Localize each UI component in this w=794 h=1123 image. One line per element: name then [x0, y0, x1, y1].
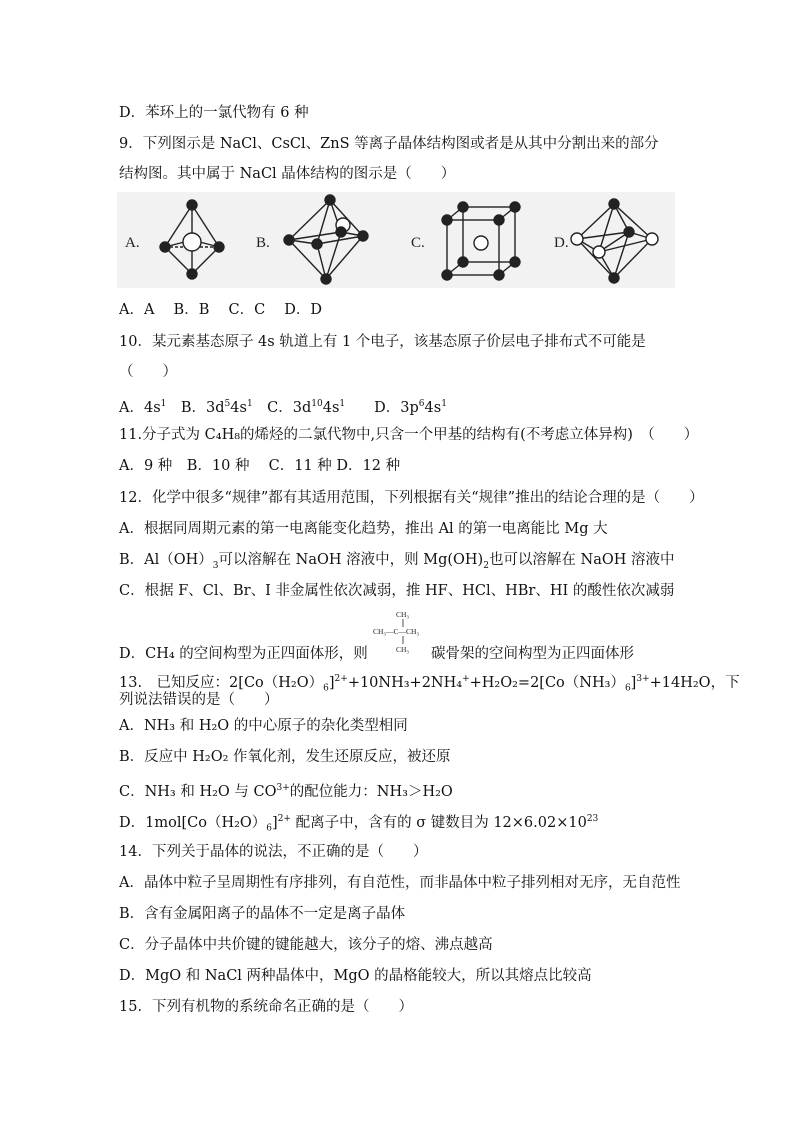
figure-label-b: B. [256, 235, 270, 251]
q12-option-c: C．根据 F、Cl、Br、I 非金属性依次减弱，推 HF、HCl、HBr、HI 的酸性依次减弱 [119, 583, 675, 599]
q13-stem-2: 列说法错误的是（ ） [119, 692, 279, 708]
q12-stem: 12．化学中很多“规律”都有其适用范围，下列根据有关“规律”推出的结论合理的是（ ） [119, 490, 704, 506]
structure-d [571, 199, 658, 283]
q13-option-c: C．NH₃ 和 H₂O 与 $CO^{3+}$的配位能力：NH₃＞H₂O [119, 783, 453, 800]
q9-options: A．A B．B C．C D．D [119, 302, 323, 318]
svg-text:CH₃: CH₃ [396, 610, 410, 619]
q14-option-c: C．分子晶体中共价键的键能越大，该分子的熔、沸点越高 [119, 937, 493, 953]
q14-option-b: B．含有金属阳离子的晶体不一定是离子晶体 [119, 906, 406, 922]
q8-option-d: D．苯环上的一氯代物有 6 种 [119, 105, 309, 121]
q9-stem-1: 9．下列图示是 NaCl、CsCl、ZnS 等离子晶体结构图或者是从其中分割出来的部分 [119, 136, 659, 152]
q14-option-a: A．晶体中粒子呈周期性有序排列，有自范性，而非晶体中粒子排列相对无序，无自范性 [119, 875, 681, 891]
q15-stem: 15．下列有机物的系统命名正确的是（ ） [119, 999, 413, 1015]
crystal-structure-figure [117, 192, 675, 288]
neopentane-structure [372, 609, 432, 661]
q14-stem: 14．下列关于晶体的说法，不正确的是（ ） [119, 844, 428, 860]
figure-label-c: C. [411, 235, 425, 251]
q13-option-d: D．$1mol[Co(H_2O)_6]^{2+}$ 配离子中，含有的 σ 键数目为 $12\times 6.02\times 10^{23}$ [119, 814, 599, 834]
q12-option-b: B．$Al(OH)_3$可以溶解在 NaOH 溶液中，则 $Mg(OH)_2$也可以溶解在 NaOH 溶液中 [119, 552, 675, 571]
q13-option-a: A．NH₃ 和 H₂O 的中心原子的杂化类型相同 [119, 718, 408, 734]
q11-stem: 11.分子式为 C₄H₈的烯烃的二氯代物中,只含一个甲基的结构有(不考虑立体异构) （ ） [119, 427, 699, 443]
q13-stem-1: 13. 已知反应：$2[Co(H_2O)_6]^{2+}+10NH_3+2NH_4^++H_2O_2=2[Co(NH_3)_6]^{3+}+14H_2O$，下 [119, 674, 740, 694]
structure-b [284, 195, 368, 284]
svg-text:CH₃: CH₃ [396, 645, 410, 654]
q11-options: A．9 种 B．10 种 C．11 种 D．12 种 [119, 458, 401, 474]
figure-label-d: D. [554, 235, 569, 251]
q10-options: A．$4s^1$ B．$3d^54s^1$ C．$3d^{10}4s^1$ D．$3p^64s^1$ [119, 399, 447, 416]
q10-stem-2: （ ） [119, 364, 177, 380]
q12-option-a: A．根据同周期元素的第一电离能变化趋势，推出 Al 的第一电离能比 Mg 大 [119, 521, 608, 537]
structure-c [442, 202, 520, 280]
svg-text:CH₃—C—CH₃: CH₃—C—CH₃ [373, 627, 420, 636]
q12-option-d-left: D．CH₄ 的空间构型为正四面体形，则 [119, 646, 368, 662]
figure-label-a: A. [125, 235, 140, 251]
q9-stem-2: 结构图。其中属于 NaCl 晶体结构的图示是（ ） [119, 166, 456, 182]
q10-stem-1: 10．某元素基态原子 4s 轨道上有 1 个电子，该基态原子价层电子排布式不可能是 [119, 334, 646, 350]
q13-option-b: B．反应中 H₂O₂ 作氧化剂，发生还原反应，被还原 [119, 749, 451, 765]
q12-option-d-right: 碳骨架的空间构型为正四面体形 [431, 646, 634, 662]
q14-option-d: D．MgO 和 NaCl 两种晶体中，MgO 的晶格能较大，所以其熔点比较高 [119, 968, 592, 984]
structure-a [160, 200, 224, 279]
